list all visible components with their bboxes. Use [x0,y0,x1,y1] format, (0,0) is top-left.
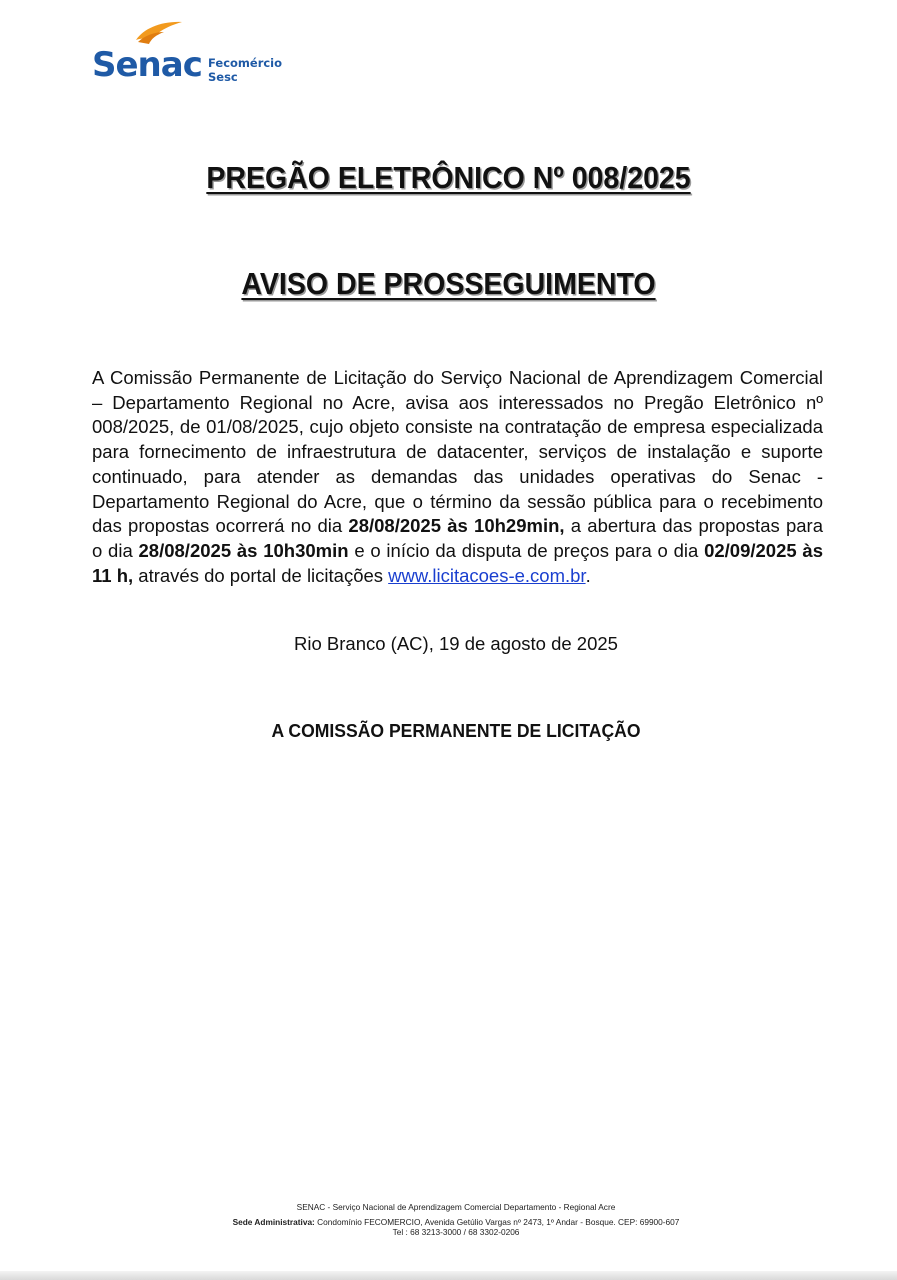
footer-phone: Tel : 68 3213-3000 / 68 3302-0206 [392,1227,520,1237]
logo-fecomercio: Fecomércio [208,56,283,70]
page-bottom-edge [0,1271,897,1280]
proposal-opening-date: 28/08/2025 às 10h30min [138,539,349,561]
senac-wordmark: Senac [92,45,202,85]
senac-logo [92,18,292,88]
footer-address: Condomínio FECOMERCIO, Avenida Getúlio Vargas nº 2473, 1º Andar - Bosque. CEP: 69900-607 [314,1217,680,1227]
paragraph-text-3: e o início da disputa de preços para o dia [348,539,705,561]
footer-line-1: SENAC - Serviço Nacional de Aprendizagem Comercial Departamento - Regional Acre [296,1202,616,1212]
footer-address-label: Sede Administrativa: [232,1217,315,1227]
price-dispute-date: 02/09/2025 às 11 h, [92,539,823,586]
document-subtitle: AVISO DE PROSSEGUIMENTO [241,266,656,301]
paragraph-text-5: . [585,564,591,586]
paragraph-text-2: a abertura das propostas para o dia [92,515,823,561]
notice-paragraph [92,366,823,588]
proposal-deadline: 28/08/2025 às 10h29min, [348,515,565,537]
licitacoes-link[interactable]: www.licitacoes-e.com.br [388,564,586,586]
signature: A COMISSÃO PERMANENTE DE LICITAÇÃO [271,720,641,741]
city-date: Rio Branco (AC), 19 de agosto de 2025 [294,633,618,654]
document-title: PREGÃO ELETRÔNICO Nº 008/2025 [206,160,691,195]
paragraph-text-1: A Comissão Permanente de Licitação do Serviço Nacional de Aprendizagem Comercial – Departamento Regional no Acre, avisa aos interessados no Pregão Eletrônico nº 008/2025, de 01/08/2025, cujo objeto consiste na contratação de empresa especializada para fornecimento de infraestrutura de datacenter, serviços de instalação e suporte continuado, para atender as demandas das unidades operativas do Senac - Departamento Regional do Acre, que o término da sessão pública para o recebimento das propostas ocorrerá no dia [92,367,823,537]
paragraph-text-4: através do portal de licitações [133,564,389,586]
logo-sesc: Sesc [208,70,238,84]
logo-subtitle [208,56,282,84]
